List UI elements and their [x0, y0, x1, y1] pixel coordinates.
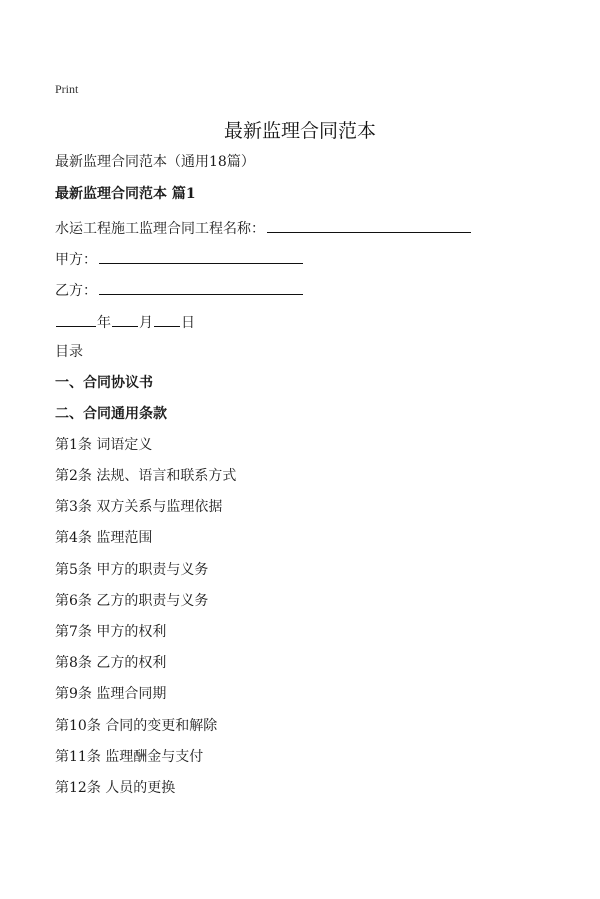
toc-article: 第4条 监理范围	[55, 530, 153, 546]
party-b-blank	[99, 280, 303, 295]
project-name-blank	[267, 218, 471, 233]
month-blank	[112, 312, 138, 327]
toc-article: 第12条 人员的更换	[55, 780, 176, 796]
toc-article: 第10条 合同的变更和解除	[55, 718, 218, 734]
toc-article: 第11条 监理酬金与支付	[55, 749, 204, 765]
print-label: Print	[55, 82, 79, 96]
toc-article: 第8条 乙方的权利	[55, 655, 167, 671]
party-a-blank	[99, 249, 303, 264]
toc-article: 第7条 甲方的权利	[55, 624, 167, 640]
toc-heading: 目录	[55, 344, 83, 360]
party-a-row	[55, 249, 303, 269]
year-blank	[56, 312, 96, 327]
toc-article: 第6条 乙方的职责与义务	[55, 593, 209, 609]
project-name-row	[55, 218, 471, 238]
year-label: 年	[97, 315, 111, 331]
date-row	[55, 312, 195, 332]
document-title: 最新监理合同范本	[223, 120, 376, 142]
project-name-label: 水运工程施工监理合同工程名称：	[55, 221, 265, 237]
toc-article: 第1条 词语定义	[55, 437, 153, 453]
day-blank	[154, 312, 180, 327]
toc-part-1: 一、合同协议书	[55, 375, 153, 391]
toc-article: 第2条 法规、语言和联系方式	[55, 468, 237, 484]
party-b-row	[55, 280, 303, 300]
party-a-label: 甲方：	[55, 252, 97, 268]
toc-part-2: 二、合同通用条款	[55, 406, 167, 422]
section-title: 最新监理合同范本 篇1	[55, 186, 196, 202]
month-label: 月	[139, 315, 153, 331]
party-b-label: 乙方：	[55, 283, 97, 299]
toc-article: 第3条 双方关系与监理依据	[55, 499, 223, 515]
toc-article: 第5条 甲方的职责与义务	[55, 562, 209, 578]
toc-article: 第9条 监理合同期	[55, 686, 167, 702]
day-label: 日	[181, 315, 195, 331]
document-subtitle: 最新监理合同范本（通用18篇）	[55, 154, 255, 170]
